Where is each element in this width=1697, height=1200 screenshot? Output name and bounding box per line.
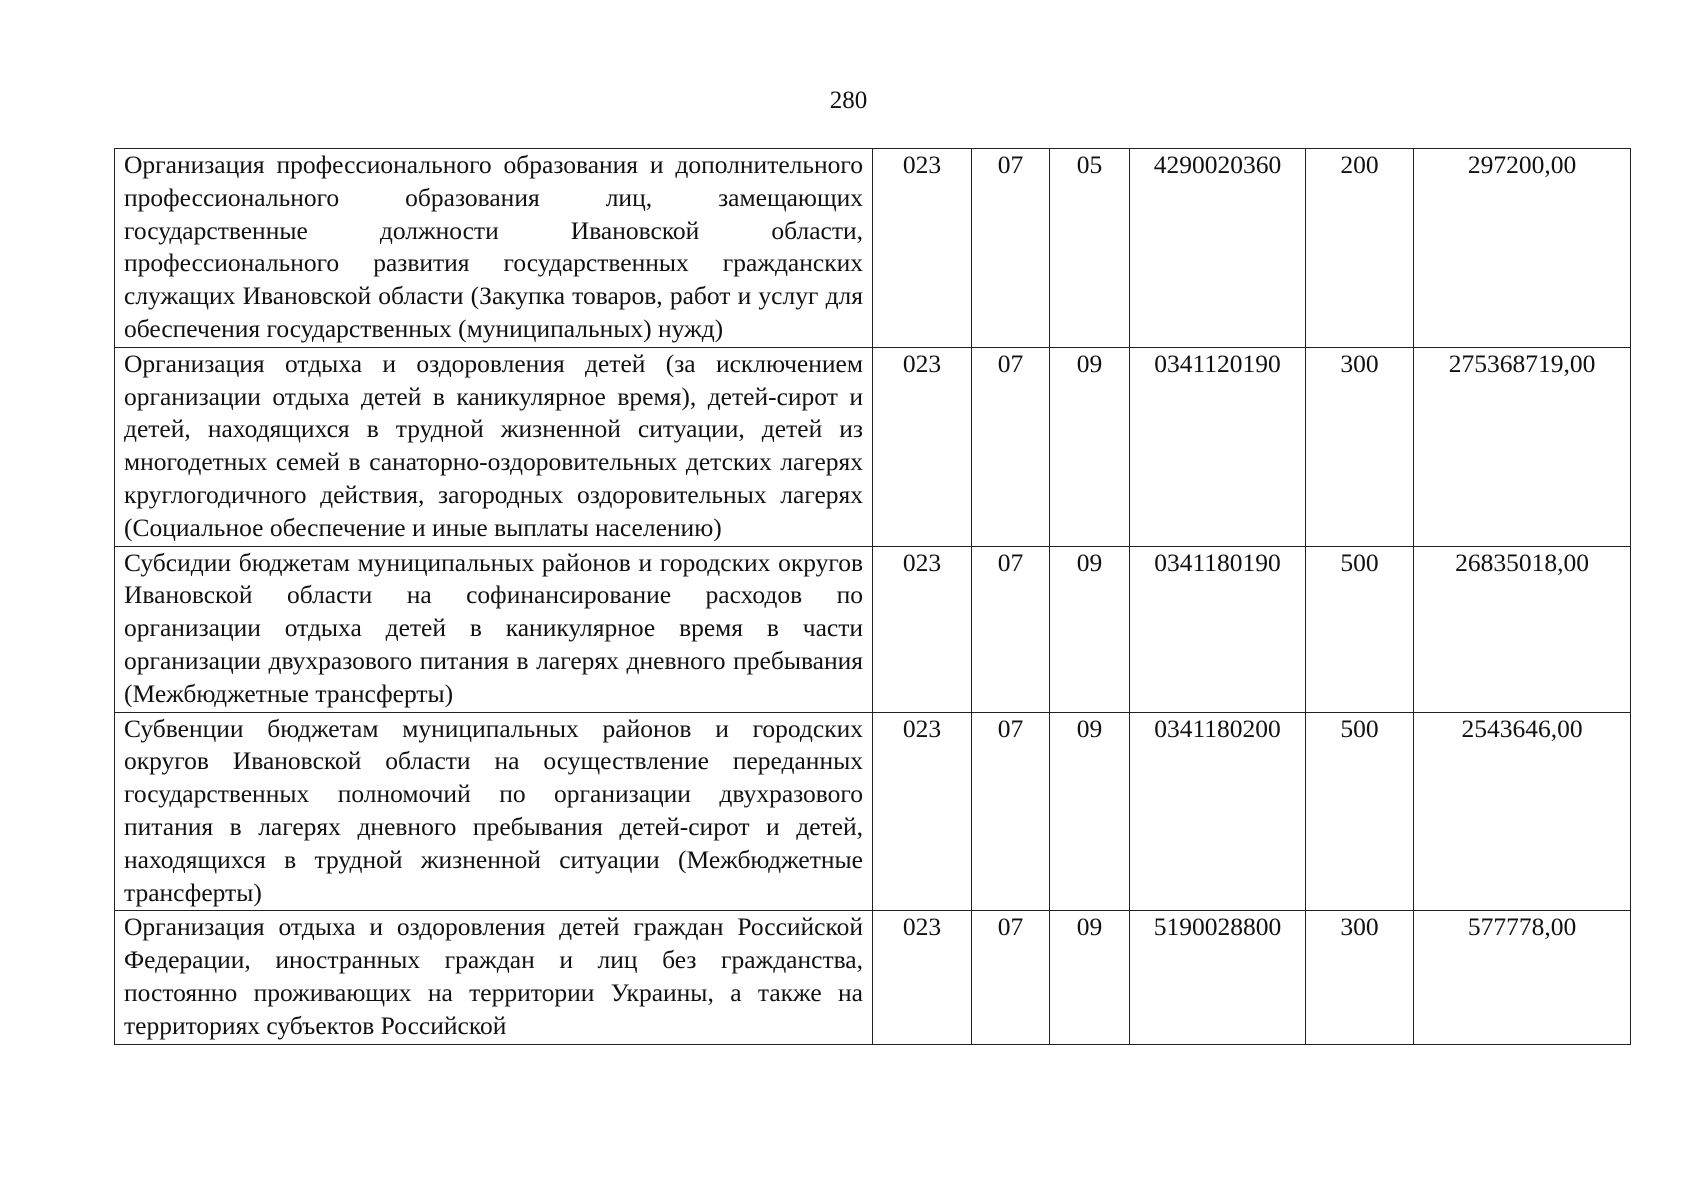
amount: 26835018,00 [1414,546,1631,712]
subsection-code: 09 [1050,712,1130,911]
target-article-code: 0341180190 [1130,546,1306,712]
table-row [115,149,1631,348]
expense-type-code: 500 [1306,546,1414,712]
section-code: 07 [972,712,1050,911]
section-code: 07 [972,347,1050,546]
department-code: 023 [873,347,972,546]
target-article-code: 4290020360 [1130,149,1306,348]
amount: 2543646,00 [1414,712,1631,911]
target-article-code: 0341180200 [1130,712,1306,911]
amount: 275368719,00 [1414,347,1631,546]
expense-description: Субсидии бюджетам муниципальных районов и городских округов Ивановской области на софинансирование расходов по организации отдыха детей в каникулярное время в части организации двухразового питания в лагерях дневного пребывания (Межбюджетные трансферты) [115,546,873,712]
department-code: 023 [873,149,972,348]
section-code: 07 [972,911,1050,1044]
expense-type-code: 300 [1306,347,1414,546]
section-code: 07 [972,546,1050,712]
department-code: 023 [873,911,972,1044]
expense-description: Организация отдыха и оздоровления детей граждан Российской Федерации, иностранных граждан и лиц без гражданства, постоянно проживающих на территории Украины, а также на территориях субъектов Российской [115,911,873,1044]
department-code: 023 [873,712,972,911]
department-code: 023 [873,546,972,712]
target-article-code: 5190028800 [1130,911,1306,1044]
page-number: 280 [829,87,868,114]
expense-type-code: 500 [1306,712,1414,911]
expense-type-code: 200 [1306,149,1414,348]
subsection-code: 09 [1050,347,1130,546]
expense-description: Организация профессионального образования и дополнительного профессионального образования лиц, замещающих государственные должности Ивановской области, профессионального развития государственных гражданских служащих Ивановской области (Закупка товаров, работ и услуг для обеспечения государственных (муниципальных) нужд) [115,149,873,348]
amount: 297200,00 [1414,149,1631,348]
amount: 577778,00 [1414,911,1631,1044]
target-article-code: 0341120190 [1130,347,1306,546]
expense-type-code: 300 [1306,911,1414,1044]
subsection-code: 05 [1050,149,1130,348]
table-row [115,347,1631,546]
table-row [115,712,1631,911]
subsection-code: 09 [1050,546,1130,712]
budget-table [114,148,1631,1045]
section-code: 07 [972,149,1050,348]
expense-description: Субвенции бюджетам муниципальных районов и городских округов Ивановской области на осуществление переданных государственных полномочий по организации двухразового питания в лагерях дневного пребывания детей-сирот и детей, находящихся в трудной жизненной ситуации (Межбюджетные трансферты) [115,712,873,911]
expense-description: Организация отдыха и оздоровления детей (за исключением организации отдыха детей в каникулярное время), детей-сирот и детей, находящихся в трудной жизненной ситуации, детей из многодетных семей в санаторно-оздоровительных детских лагерях круглогодичного действия, загородных оздоровительных лагерях (Социальное обеспечение и иные выплаты населению) [115,347,873,546]
table-row [115,911,1631,1044]
table-row [115,546,1631,712]
subsection-code: 09 [1050,911,1130,1044]
